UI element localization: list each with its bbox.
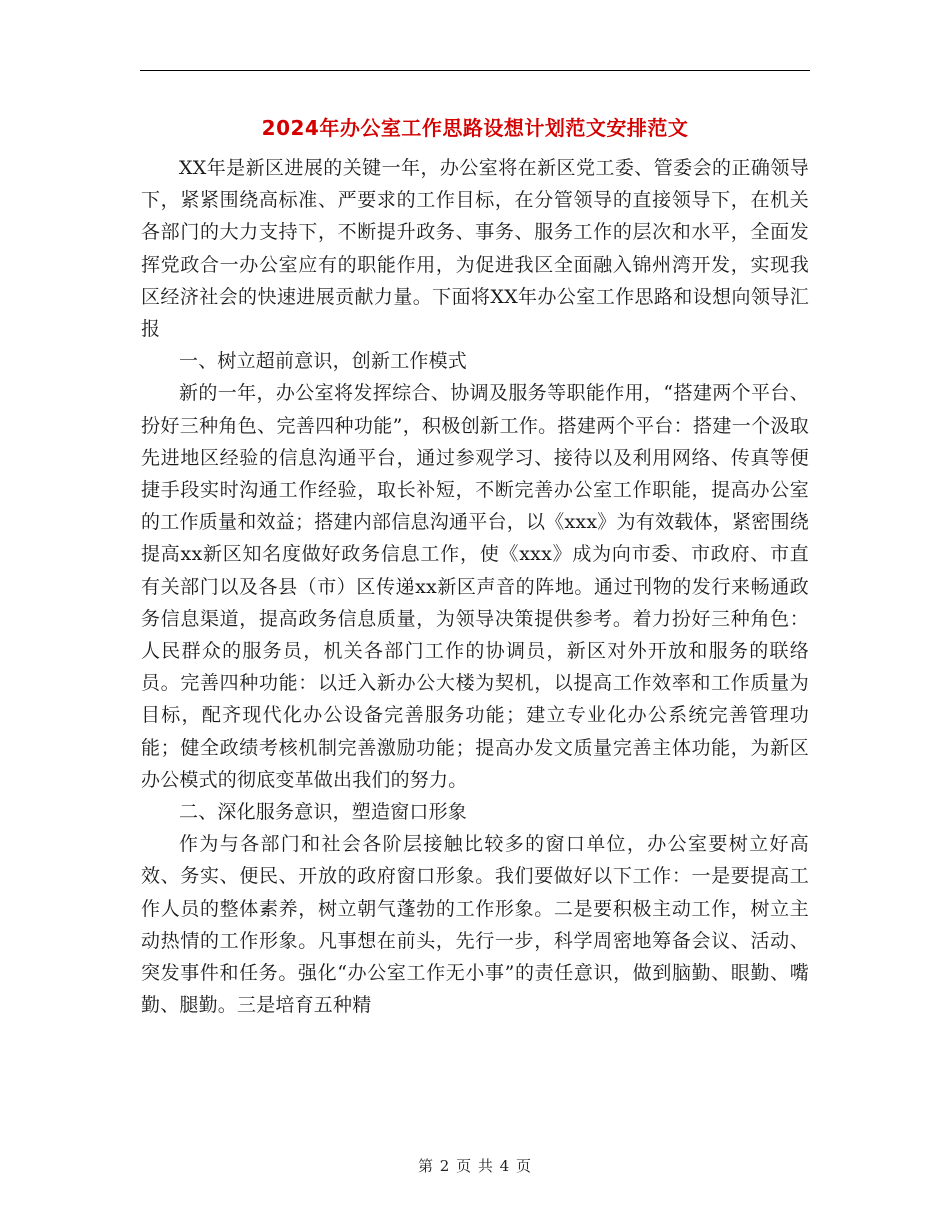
- section-1-paragraph: 新的一年，办公室将发挥综合、协调及服务等职能作用，“搭建两个平台、扮好三种角色、完善四种功能”，积极创新工作。搭建两个平台：搭建一个汲取先进地区经验的信息沟通平台，通过参观学习、接待以及利用网络、传真等便捷手段实时沟通工作经验，取长补短，不断完善办公室工作职能，提高办公室的工作质量和效益；搭建内部信息沟通平台，以《xxx》为有效载体，紧密围绕提高xx新区知名度做好政务信息工作，使《xxx》成为向市委、市政府、市直有关部门以及各县（市）区传递xx新区声音的阵地。通过刊物的发行来畅通政务信息渠道，提高政务信息质量，为领导决策提供参考。着力扮好三种角色：人民群众的服务员，机关各部门工作的协调员，新区对外开放和服务的联络员。完善四种功能：以迁入新办公大楼为契机，以提高工作效率和工作质量为目标，配齐现代化办公设备完善服务功能；建立专业化办公系统完善管理功能；健全政绩考核机制完善激励功能；提高办发文质量完善主体功能，为新区办公模式的彻底变革做出我们的努力。: [141, 382, 809, 791]
- header-rule: [140, 70, 810, 71]
- section-2-paragraph: 作为与各部门和社会各阶层接触比较多的窗口单位，办公室要树立好高效、务实、便民、开放的政府窗口形象。我们要做好以下工作：一是要提高工作人员的整体素养，树立朝气蓬勃的工作形象。二是要积极主动工作，树立主动热情的工作形象。凡事想在前头，先行一步，科学周密地筹备会议、活动、突发事件和任务。强化“办公室工作无小事”的责任意识，做到脑勤、眼勤、嘴勤、腿勤。三是培育五种精: [141, 833, 809, 1017]
- document-title: 2024年办公室工作思路设想计划范文安排范文: [261, 116, 689, 140]
- section-heading-1: 一、树立超前意识，创新工作模式: [179, 350, 468, 373]
- intro-paragraph: XX年是新区进展的关键一年，办公室将在新区党工委、管委会的正确领导下，紧紧围绕高标准、严要求的工作目标，在分管领导的直接领导下，在机关各部门的大力支持下，不断提升政务、事务、服务工作的层次和水平，全面发挥党政合一办公室应有的职能作用，为促进我区全面融入锦州湾开发，实现我区经济社会的快速进展贡献力量。下面将XX年办公室工作思路和设想向领导汇报: [141, 157, 809, 341]
- section-heading-2: 二、深化服务意识，塑造窗口形象: [179, 801, 468, 824]
- document-body: [141, 152, 809, 1021]
- page-number-footer: 第 2 页 共 4 页: [418, 1157, 532, 1175]
